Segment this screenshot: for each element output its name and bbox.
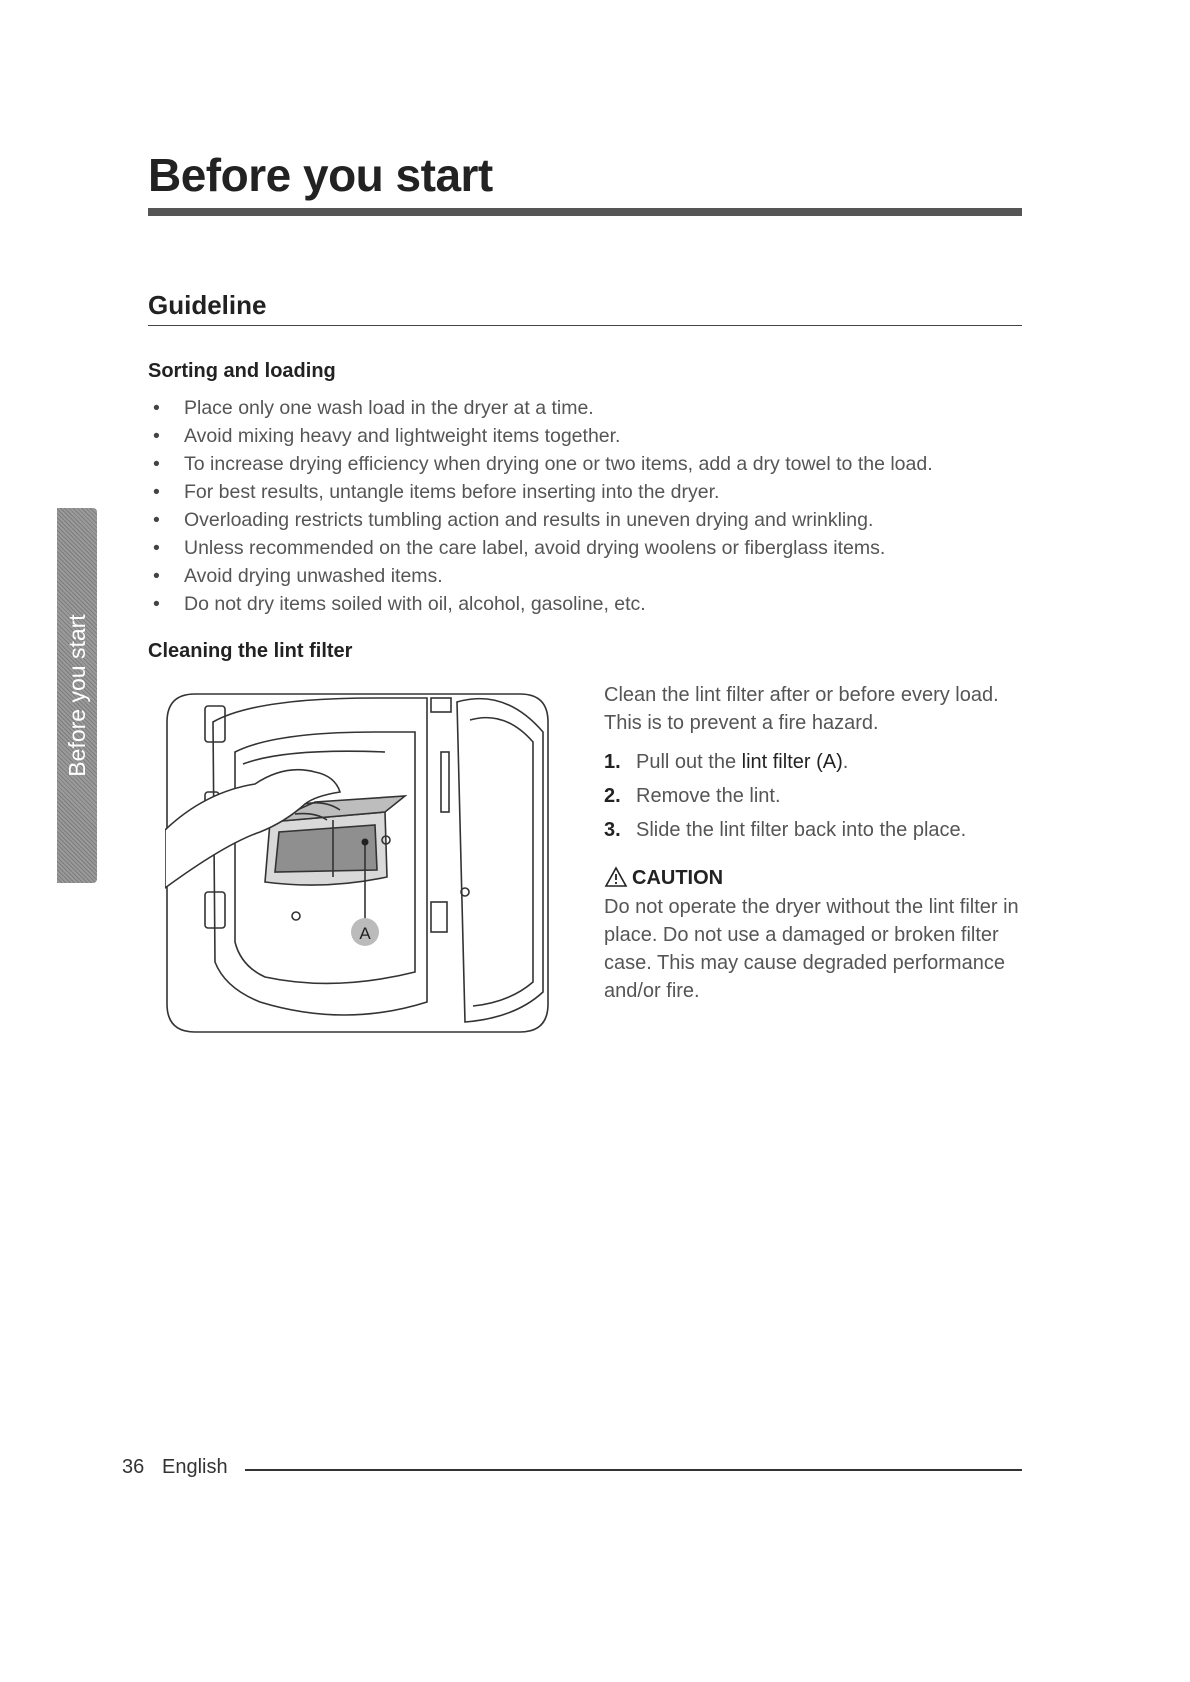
- step-text: Slide the lint filter back into the place.: [636, 819, 967, 841]
- cleaning-intro: Clean the lint filter after or before every load. This is to prevent a fire hazard.: [604, 684, 999, 734]
- section-rule: [148, 325, 1022, 326]
- side-tab-label: Before you start: [64, 614, 90, 777]
- title-rule: [148, 208, 1022, 216]
- list-item: • Avoid mixing heavy and lightweight items together.: [150, 422, 1030, 450]
- caution-heading: [604, 863, 1034, 893]
- list-item: • For best results, untangle items before inserting into the dryer.: [150, 478, 1030, 506]
- caution-text: Do not operate the dryer without the lint filter in place. Do not use a damaged or broken filter case. This may cause degraded performance and/or fire.: [604, 896, 1019, 1002]
- cleaning-instructions: [604, 681, 1034, 1005]
- side-tab: [57, 508, 97, 883]
- step-item: [604, 813, 1034, 847]
- step-item: [604, 779, 1034, 813]
- steps-list: [604, 745, 1034, 847]
- step-text-end: .: [842, 751, 849, 773]
- step-number: 2.: [604, 785, 621, 807]
- list-item: • Do not dry items soiled with oil, alcohol, gasoline, etc.: [150, 590, 1030, 618]
- caution-title: CAUTION: [632, 867, 724, 889]
- page-title: Before you start: [148, 149, 493, 201]
- footer-rule: [245, 1469, 1022, 1471]
- warning-icon: [604, 866, 628, 888]
- list-item: • Place only one wash load in the dryer at a time.: [150, 394, 1030, 422]
- step-text: Remove the lint.: [636, 785, 781, 807]
- step-number: 3.: [604, 819, 621, 841]
- list-item: • Overloading restricts tumbling action and results in uneven drying and wrinkling.: [150, 506, 1030, 534]
- section-title: Guideline: [148, 290, 267, 320]
- step-item: [604, 745, 1034, 779]
- step-number: 1.: [604, 751, 621, 773]
- callout-label: A: [359, 924, 371, 943]
- sorting-heading: Sorting and loading: [148, 360, 336, 382]
- list-item: • Avoid drying unwashed items.: [150, 562, 1030, 590]
- sorting-list: [150, 394, 1030, 618]
- footer-language: English: [162, 1456, 228, 1478]
- list-item: • Unless recommended on the care label, avoid drying woolens or fiberglass items.: [150, 534, 1030, 562]
- step-text: Pull out the: [636, 751, 742, 773]
- cleaning-heading: Cleaning the lint filter: [148, 640, 353, 662]
- lint-filter-illustration: [165, 692, 550, 1034]
- page-number: 36: [122, 1456, 145, 1478]
- step-emphasis: lint filter (A): [741, 751, 843, 773]
- list-item: • To increase drying efficiency when drying one or two items, add a dry towel to the load.: [150, 450, 1030, 478]
